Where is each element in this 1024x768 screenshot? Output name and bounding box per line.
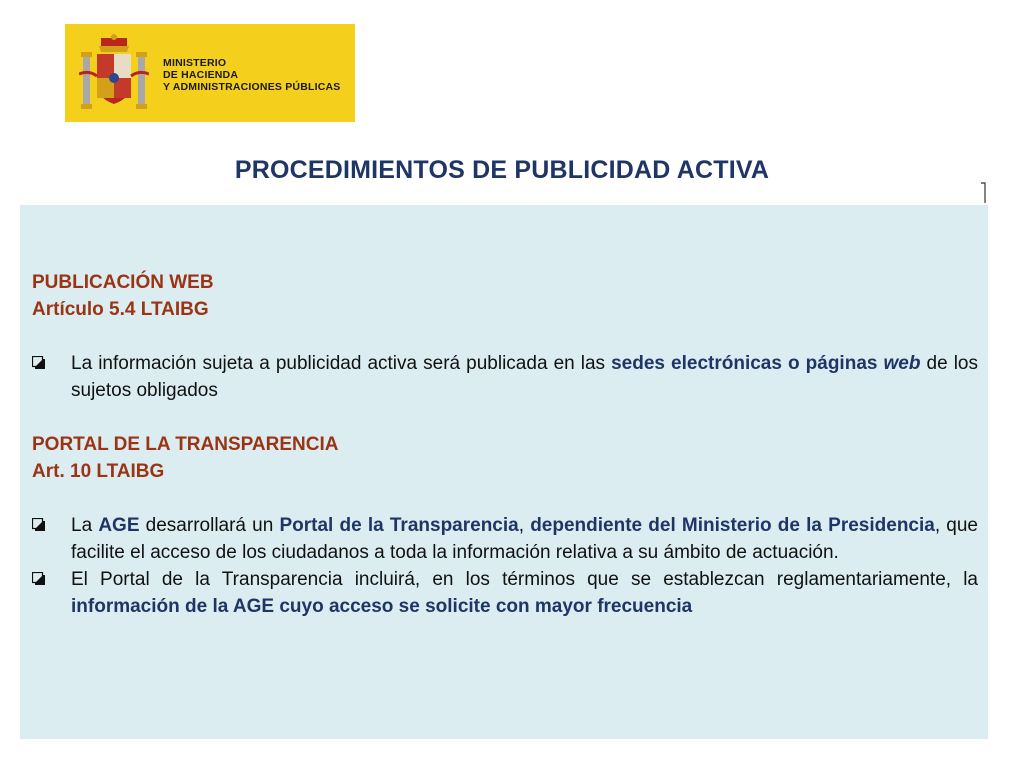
coat-of-arms-icon <box>79 34 149 114</box>
checkbox-bullet-icon <box>32 518 46 532</box>
ministry-line-3: Y ADMINISTRACIONES PÚBLICAS <box>163 81 341 93</box>
ministry-line-1: MINISTERIO <box>163 57 227 69</box>
highlight-italic-text: web <box>883 353 921 374</box>
checkbox-bullet-icon <box>32 356 46 370</box>
checkbox-bullet-icon <box>32 572 46 586</box>
section-subheading-web: Artículo 5.4 LTAIBG <box>32 299 209 320</box>
highlight-text: sedes electrónicas o páginas <box>611 353 884 374</box>
section-heading-web: PUBLICACIÓN WEB <box>32 272 214 293</box>
ministry-name <box>163 57 341 93</box>
item-text: , que facilite el acceso de los ciudadanos a toda la información relativa a su ámbito de actuación. <box>71 515 978 563</box>
list-item <box>32 512 978 566</box>
section-heading-portal: PORTAL DE LA TRANSPARENCIA <box>32 434 339 455</box>
item-text: La información sujeta a publicidad activa será publicada en las <box>71 353 612 374</box>
content-panel <box>20 205 988 739</box>
ministry-logo <box>65 24 355 122</box>
ministry-line-2: DE HACIENDA <box>163 69 239 81</box>
list-item <box>32 350 978 404</box>
item-text: , <box>518 515 531 536</box>
highlight-text: dependiente del Ministerio de la Presidencia <box>530 515 935 536</box>
highlight-text: Portal de la Transparencia <box>279 515 519 536</box>
item-text: desarrollará un <box>139 515 280 536</box>
content-text <box>32 269 978 620</box>
list-item <box>32 566 978 620</box>
item-text: El Portal de la Transparencia incluirá, en los términos que se establezcan reglamentariamente, la <box>71 569 978 590</box>
highlight-text: información de la AGE cuyo acceso se solicite con mayor frecuencia <box>71 596 693 617</box>
item-text: de los sujetos obligados <box>71 353 979 401</box>
section-subheading-portal: Art. 10 LTAIBG <box>32 461 165 482</box>
slide-title: PROCEDIMIENTOS DE PUBLICIDAD ACTIVA <box>234 156 770 184</box>
bracket-mark <box>981 182 987 204</box>
item-text: La <box>71 515 99 536</box>
highlight-text: AGE <box>98 515 140 536</box>
